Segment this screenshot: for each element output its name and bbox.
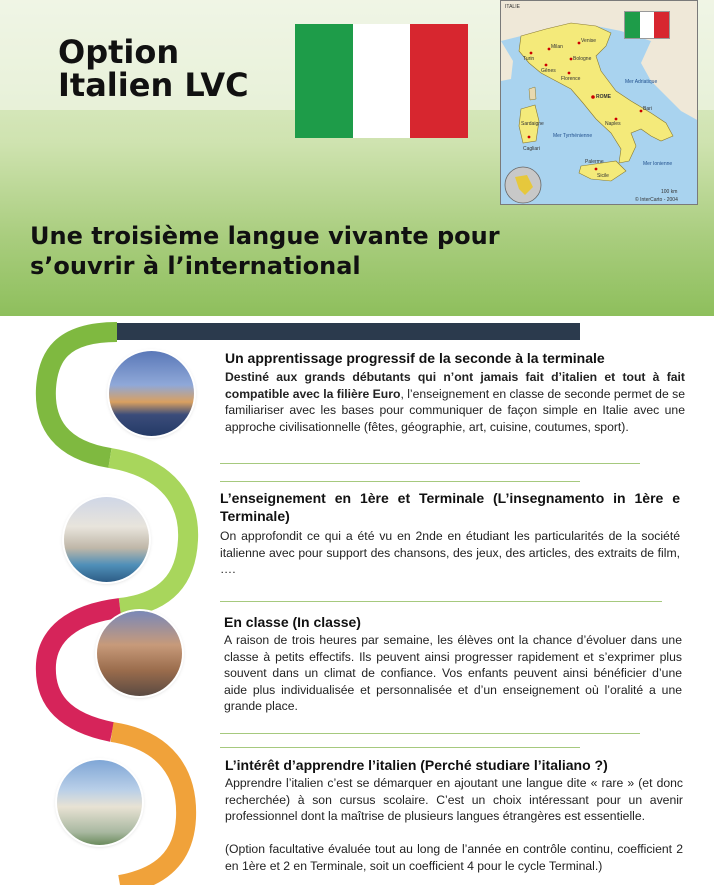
map-city-turin: Turin (523, 56, 535, 62)
section-2-title: L’enseignement en 1ère et Terminale (L’insegnamento in 1ère e Terminale) (220, 490, 680, 524)
map-italian-flag (624, 11, 670, 39)
map-city-bari: Bari (643, 106, 652, 112)
section-3-title: En classe (In classe) (224, 614, 361, 630)
venice-photo (109, 351, 194, 436)
section-2-body: On approfondit ce qui a été vu en 2nde en étudiant les particularités de la société italienne avec pour support des chansons, des jeux, des articles, des extraits de film, …. (220, 529, 680, 577)
italian-flag (295, 24, 468, 138)
map-city-cagliari: Cagliari (523, 146, 540, 152)
section-1-title: Un apprentissage progressif de la seconde à la terminale (225, 350, 605, 366)
section-separator-3b (220, 747, 580, 748)
map-scale: 100 km (661, 189, 678, 195)
map-sea-ionian: Mer Ionienne (643, 161, 673, 167)
section-separator-2 (220, 601, 662, 602)
pisa-tower-photo (57, 760, 142, 845)
section-3-body: A raison de trois heures par semaine, les élèves ont la chance d’évoluer dans une classe à petits effectifs. Ils peuvent ainsi progresser rapidement et s’exprimer plus souvent dans un climat de confiance. Vos enfants peuvent ainsi bénéficier d’une aide plus individualisée et personnalisée et d’un enseignement où l’oralité a une grande place. (224, 633, 682, 714)
map-city-milan: Milan (551, 44, 563, 50)
map-flag-white (640, 12, 655, 38)
map-sea-adriatic: Mer Adriatique (625, 79, 658, 85)
section-1-body (225, 369, 685, 435)
flag-green-stripe (295, 24, 353, 138)
title-line-2: Italien LVC (58, 66, 249, 104)
section-4-body: Apprendre l’italien c’est se démarquer en ajoutant une langue dite « rare » (et donc recherchée) à son cursus scolaire. C’est un choix intéressant pour un avenir professionnel dont la maîtrise de plusieurs langues étrangères est essentielle. (225, 776, 683, 824)
subtitle-line-1: Une troisième langue vivante pour (30, 222, 500, 250)
section-4-note: (Option facultative évaluée tout au long de l’année en contrôle continu, coefficient 2 en 1ère et 2 en Terminale, soit un coefficient 4 pour le cycle Terminal.) (225, 842, 683, 873)
trevi-fountain-photo (64, 497, 149, 582)
section-separator-3 (220, 733, 640, 734)
map-region-sardinia: Sardaigne (521, 121, 544, 127)
map-city-palermo: Palerme (585, 159, 604, 165)
map-country-label: ITALIE (505, 4, 520, 10)
map-city-rome: ROME (596, 94, 611, 100)
map-city-genoa: Gênes (541, 68, 556, 74)
section-separator-1b (220, 481, 580, 482)
flag-red-stripe (410, 24, 468, 138)
section-1-lead: Destiné aux grands débutants qui n’ont jamais fait d’italien et tout à fait compatible avec la filière Euro (225, 370, 685, 401)
map-city-florence: Florence (561, 76, 581, 82)
section-4-title: L’intérêt d’apprendre l’italien (Perché studiare l’italiano ?) (225, 757, 608, 773)
section-separator-1 (220, 463, 640, 464)
map-city-naples: Naples (605, 121, 621, 127)
title-line-1: Option (58, 33, 180, 71)
colosseum-photo (97, 611, 182, 696)
map-sea-tyrrhenian: Mer Tyrrhénienne (553, 133, 593, 139)
section-1-text: , l’enseignement en classe de seconde permet de se familiariser avec les bases pour communiquer de façon simple en Italie avec une approche civilisationnelle (fêtes, géographie, art, cuisine, coutumes, sport). (225, 386, 685, 434)
page-subtitle (30, 221, 650, 281)
map-city-venice: Venise (581, 38, 597, 44)
map-flag-green (625, 12, 640, 38)
map-city-bologna: Bologne (573, 56, 592, 62)
page-title (58, 33, 249, 104)
italy-map (500, 0, 698, 205)
map-flag-red (654, 12, 669, 38)
subtitle-line-2: s’ouvrir à l’international (30, 252, 361, 280)
map-region-sicily: Sicile (597, 173, 609, 179)
flag-white-stripe (353, 24, 411, 138)
map-credit: © InterCarto - 2004 (635, 197, 678, 203)
path-segment-green (46, 332, 117, 458)
